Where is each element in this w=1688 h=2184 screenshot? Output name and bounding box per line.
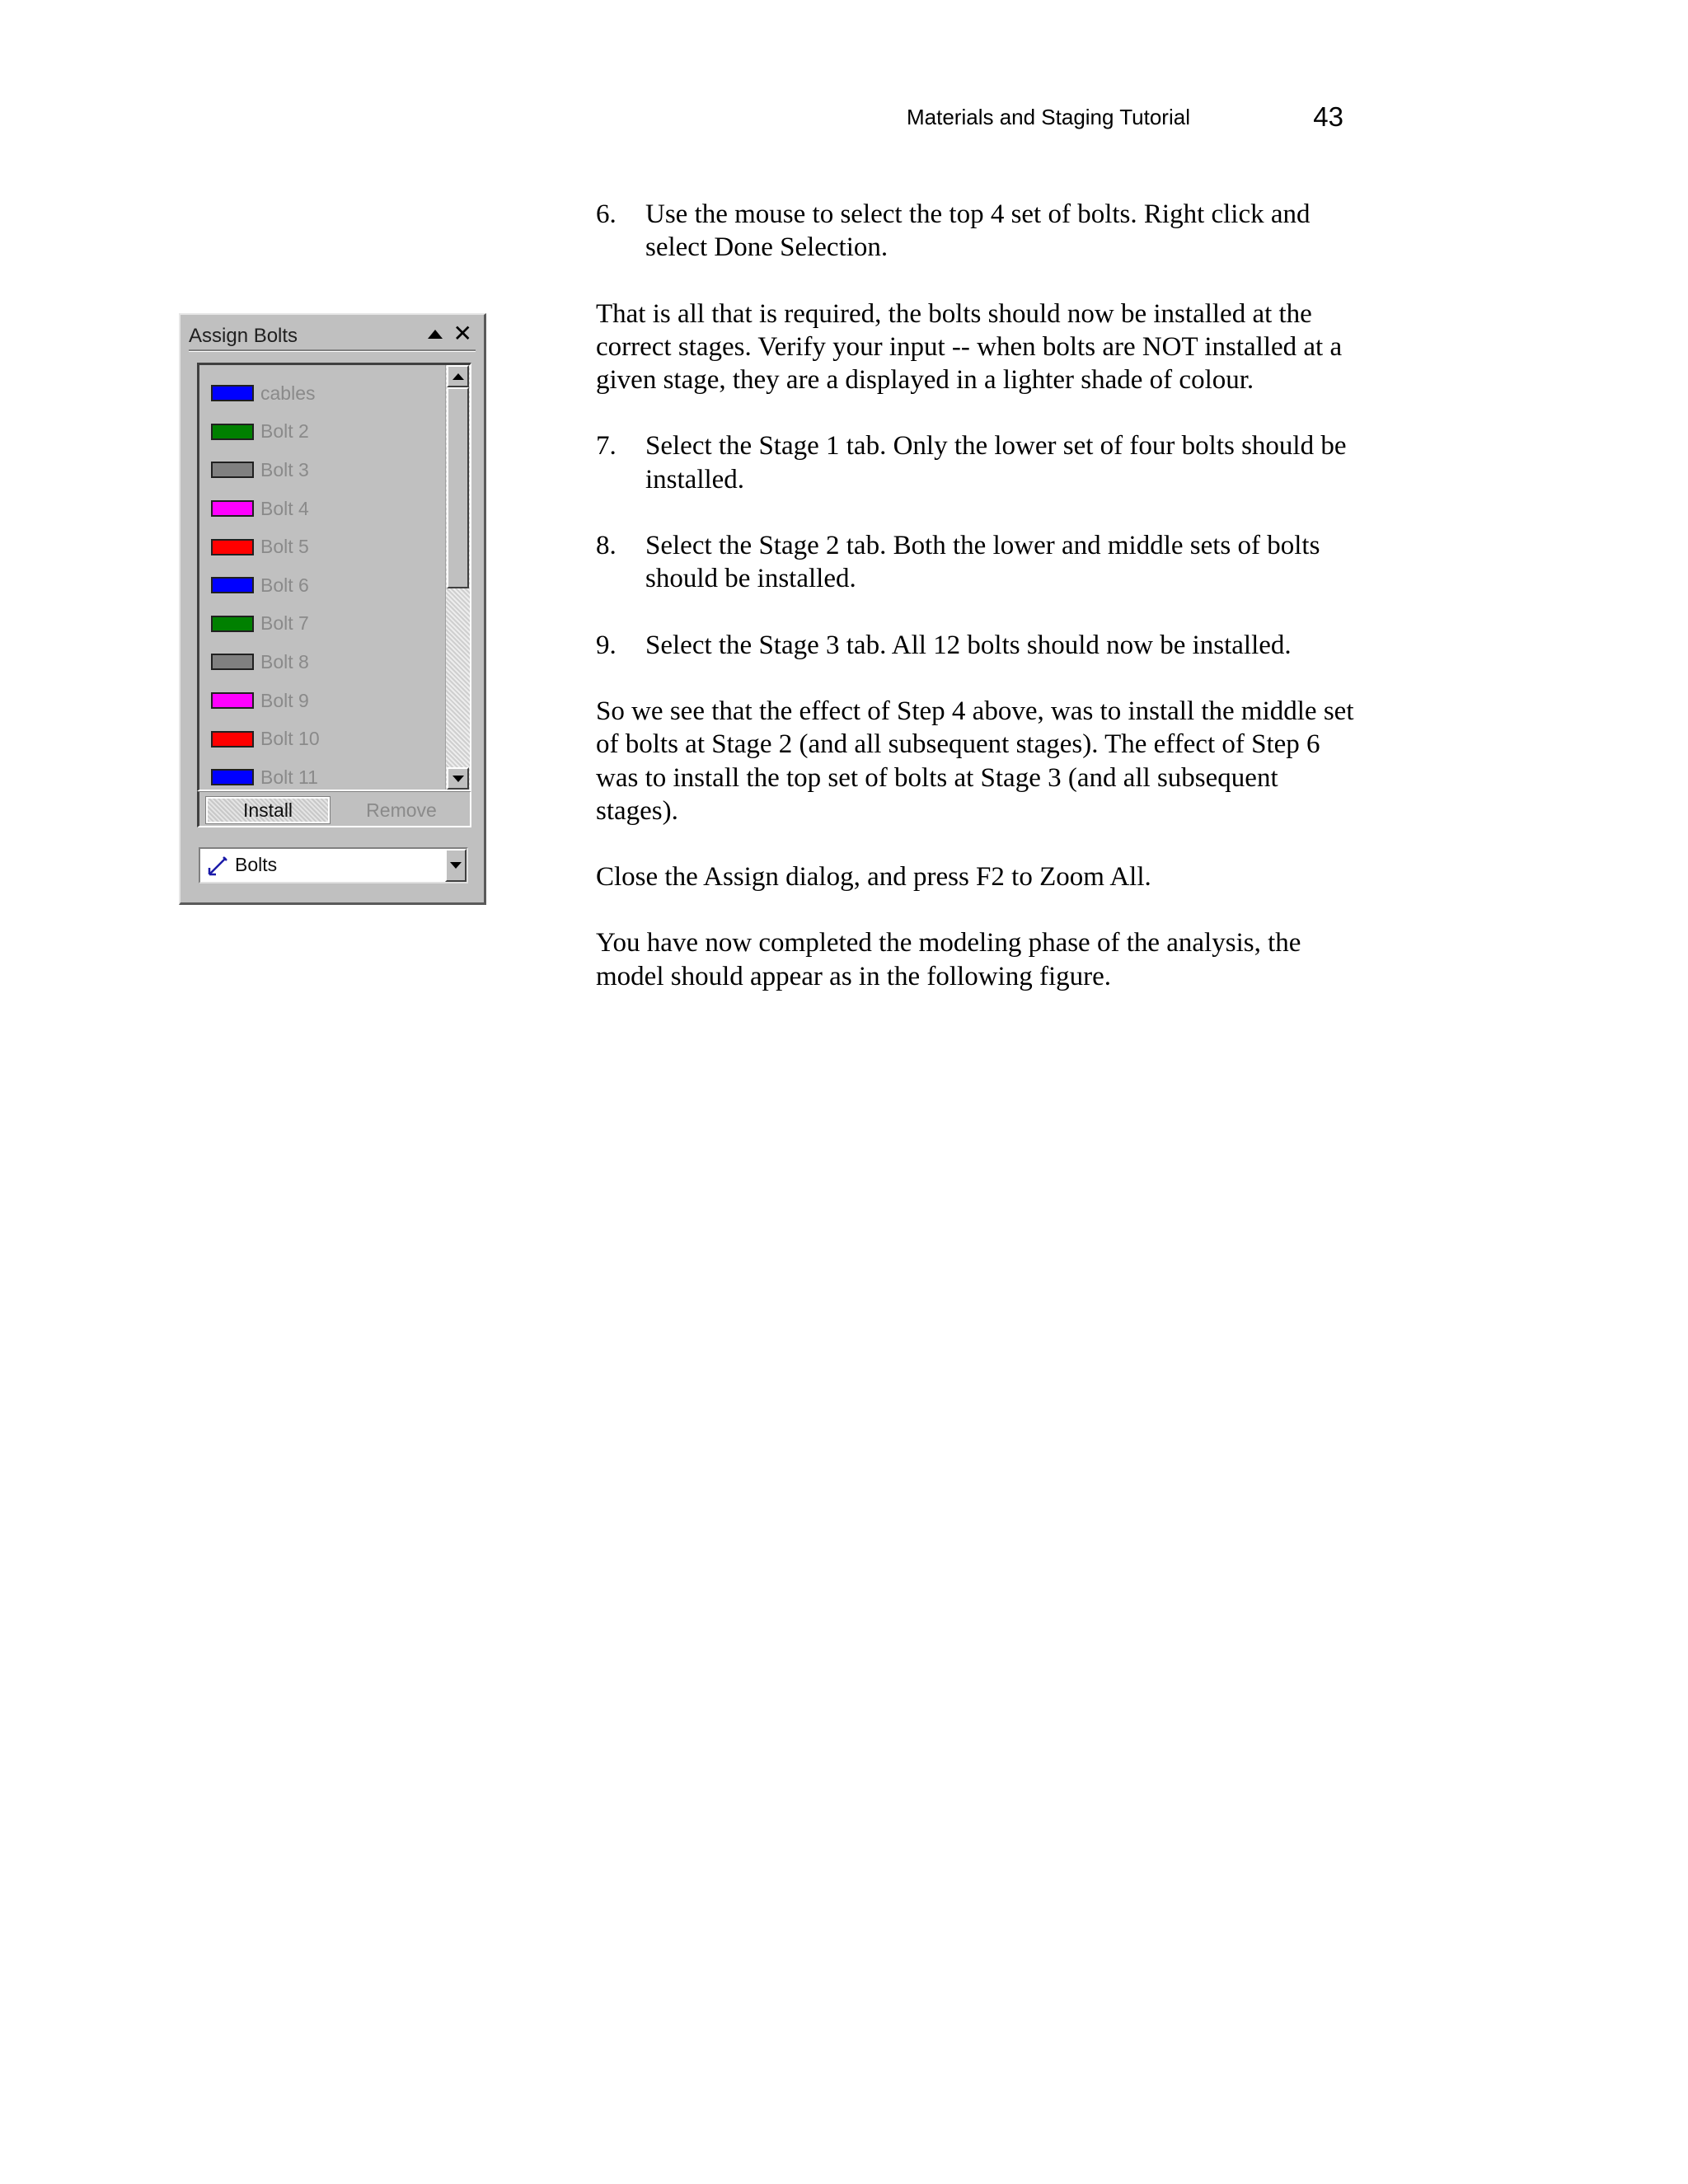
list-item[interactable] xyxy=(199,374,445,413)
vertical-scrollbar[interactable] xyxy=(445,365,470,790)
dropdown-button[interactable] xyxy=(445,849,467,882)
list-item-label: Bolt 7 xyxy=(260,612,309,635)
color-swatch xyxy=(211,731,254,748)
dialog-title: Assign Bolts xyxy=(189,325,298,347)
select-value: Bolts xyxy=(235,854,278,875)
bolt-icon xyxy=(207,855,228,877)
step-number: 9. xyxy=(596,630,617,660)
step-text: Select the Stage 3 tab. All 12 bolts should now be installed. xyxy=(645,630,1292,660)
list-item[interactable] xyxy=(199,566,445,605)
step-6 xyxy=(596,198,1354,265)
list-item[interactable] xyxy=(199,758,445,790)
header-title: Materials and Staging Tutorial xyxy=(907,104,1190,129)
color-swatch xyxy=(211,385,254,401)
color-swatch xyxy=(211,539,254,555)
action-button-row xyxy=(197,791,471,827)
color-swatch xyxy=(211,692,254,709)
color-swatch xyxy=(211,500,254,517)
step-text: Select the Stage 1 tab. Only the lower set of four bolts should be installed. xyxy=(645,431,1347,494)
list-item-label: Bolt 11 xyxy=(260,766,318,788)
dialog-titlebar xyxy=(189,321,476,351)
list-item-label: cables xyxy=(260,382,316,404)
list-item[interactable] xyxy=(199,527,445,566)
color-swatch xyxy=(211,769,254,785)
color-swatch xyxy=(211,616,254,632)
color-swatch xyxy=(211,462,254,478)
bolt-list-panel xyxy=(197,363,471,791)
paragraph: You have now completed the modeling phase of the analysis, the model should appear as in the following figure. xyxy=(596,928,1301,991)
list-item-label: Bolt 6 xyxy=(260,574,309,596)
step-number: 6. xyxy=(596,199,617,229)
color-swatch xyxy=(211,424,254,440)
list-item[interactable] xyxy=(199,413,445,452)
close-icon[interactable]: ✕ xyxy=(452,321,472,346)
tutorial-content xyxy=(596,198,1354,1026)
list-item-label: Bolt 2 xyxy=(260,420,309,443)
list-item[interactable] xyxy=(199,451,445,490)
page-number: 43 xyxy=(1313,101,1343,132)
paragraph: So we see that the effect of Step 4 above, was to install the middle set of bolts at Stage 2 (and all subsequent stages). The effect of Step 6 was to install the top set of bolts at Stage 3 (and all subsequent stages). xyxy=(596,696,1354,826)
assign-bolts-dialog xyxy=(179,313,486,905)
step-number: 8. xyxy=(596,531,617,561)
install-button[interactable]: Install xyxy=(206,797,330,823)
scroll-thumb[interactable] xyxy=(447,387,469,588)
bolt-list xyxy=(199,365,445,790)
list-item-label: Bolt 5 xyxy=(260,536,309,558)
list-item-label: Bolt 8 xyxy=(260,650,309,673)
list-item[interactable] xyxy=(199,643,445,682)
list-item-label: Bolt 9 xyxy=(260,689,309,711)
color-swatch xyxy=(211,577,254,593)
list-item-label: Bolt 10 xyxy=(260,728,320,750)
step-text: Use the mouse to select the top 4 set of bolts. Right click and select Done Selection. xyxy=(645,199,1311,263)
list-item[interactable] xyxy=(199,719,445,758)
remove-button[interactable]: Remove xyxy=(366,799,437,821)
step-text: Select the Stage 2 tab. Both the lower and middle sets of bolts should be installed. xyxy=(645,531,1320,594)
list-item[interactable] xyxy=(199,605,445,644)
up-arrow-icon xyxy=(452,373,464,380)
page-header xyxy=(907,99,1343,135)
down-arrow-icon xyxy=(452,776,464,782)
collapse-icon[interactable] xyxy=(428,330,443,339)
paragraph: Close the Assign dialog, and press F2 to Zoom All. xyxy=(596,862,1151,893)
list-item[interactable] xyxy=(199,682,445,720)
step-7 xyxy=(596,429,1354,496)
scroll-down-button[interactable] xyxy=(447,767,469,790)
step-number: 7. xyxy=(596,431,617,462)
list-item[interactable] xyxy=(199,490,445,528)
step-8 xyxy=(596,529,1354,596)
color-swatch xyxy=(211,654,254,670)
chevron-down-icon xyxy=(450,862,462,869)
entity-type-select[interactable] xyxy=(199,847,468,883)
list-item-label: Bolt 3 xyxy=(260,458,309,480)
scroll-up-button[interactable] xyxy=(447,365,469,387)
paragraph: That is all that is required, the bolts should now be installed at the correct stages. Verify your input -- when bolts are NOT installed at a given stage, they are a displayed in a lighter shade of colour. xyxy=(596,298,1343,396)
step-9 xyxy=(596,629,1354,662)
list-item-label: Bolt 4 xyxy=(260,497,309,519)
